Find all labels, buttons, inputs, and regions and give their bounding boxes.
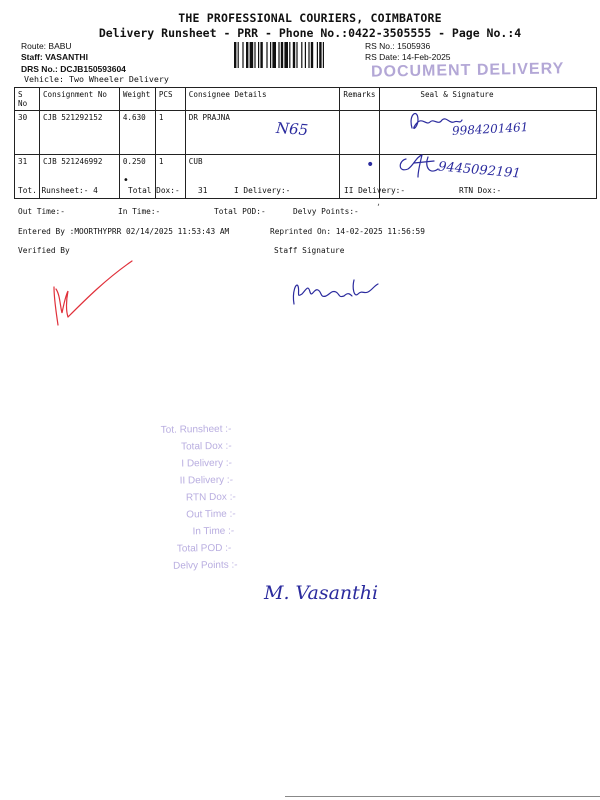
faint-stamp-line: Delvy Points :- <box>173 559 238 572</box>
rtn-dox: RTN Dox:- <box>459 186 502 195</box>
barcode-bar <box>258 42 259 68</box>
staff-label: Staff: <box>21 52 43 62</box>
handwritten-note: N65 <box>275 118 309 140</box>
cell-weight: 4.630 <box>119 111 155 155</box>
bottom-signature: M. Vasanthi <box>264 582 379 604</box>
barcode-bar <box>254 42 255 68</box>
in-time: In Time:- <box>118 207 161 216</box>
handwritten-phone-2: 9445092191 <box>437 159 522 182</box>
col-header-pcs: PCS <box>155 88 185 111</box>
barcode-bar <box>242 42 243 68</box>
company-title: THE PROFESSIONAL COURIERS, COIMBATORE <box>178 11 442 25</box>
barcode-bar <box>293 42 295 68</box>
barcode-bar <box>284 42 288 68</box>
cell-consignee: DR PRAJNA <box>185 111 340 155</box>
col-header-consignment: Consignment No <box>39 88 119 111</box>
staff-value: VASANTHI <box>45 52 88 62</box>
barcode-bar <box>308 42 309 68</box>
staff-row <box>21 52 88 62</box>
barcode-bar <box>317 42 318 68</box>
cell-pcs: 1 <box>155 155 185 199</box>
barcode-bar <box>311 42 313 68</box>
staff-signature <box>288 276 388 310</box>
barcode-bar <box>296 42 297 68</box>
cell-weight: 0.250 • <box>119 155 155 199</box>
barcode-bar <box>246 42 248 68</box>
barcode-bar <box>238 42 239 68</box>
reprinted-on: Reprinted On: 14-02-2025 11:56:59 <box>270 227 425 236</box>
runsheet-subtitle: Delivery Runsheet - PRR - Phone No.:0422-3505555 - Page No.:4 <box>98 26 522 40</box>
faint-stamp-line: II Delivery :- <box>179 474 234 487</box>
faint-stamp-line: Total Dox :- <box>180 440 232 453</box>
barcode-bar <box>260 42 262 68</box>
faint-stamp-line: In Time :- <box>192 525 235 538</box>
barcode-bar <box>270 42 271 68</box>
barcode-bar <box>323 42 324 68</box>
barcode-bar <box>281 42 283 68</box>
entered-by: Entered By :MOORTHYPRR 02/14/2025 11:53:43 AM <box>18 227 230 236</box>
table-header-row <box>15 88 597 111</box>
barcode-bar <box>250 42 254 68</box>
faint-stamp-line: I Delivery :- <box>181 457 233 470</box>
barcode-bar <box>278 42 279 68</box>
cell-pcs: 1 <box>155 111 185 155</box>
route-label: Route: BABU <box>21 41 72 51</box>
verifier-signature <box>46 255 138 335</box>
barcode <box>234 42 360 68</box>
handwritten-phone-1: 9984201461 <box>451 120 529 138</box>
vehicle-label: Vehicle: Two Wheeler Delivery <box>24 74 169 84</box>
total-pod: Total POD:- <box>214 207 266 216</box>
page-edge-line <box>285 796 600 797</box>
delvy-points: Delvy Points:- <box>293 207 359 216</box>
ii-delivery: II Delivery:- <box>344 186 406 195</box>
faint-stamp-line: Total POD :- <box>176 542 232 555</box>
barcode-bar <box>301 42 302 68</box>
rs-date: RS Date: 14-Feb-2025 <box>365 52 451 62</box>
barcode-bar <box>234 42 236 68</box>
faint-summary-stamp <box>161 423 264 578</box>
col-header-seal-signature: Seal & Signature <box>380 88 597 111</box>
col-header-weight: Weight <box>119 88 155 111</box>
cell-consignee: CUB <box>185 155 340 199</box>
faint-stamp-line: Out Time :- <box>186 508 236 521</box>
total-dox-value: 31 <box>198 186 208 195</box>
ink-dot: • <box>366 157 375 173</box>
cell-sno: 31 <box>15 155 40 199</box>
cell-remarks <box>340 111 380 155</box>
runsheet-table <box>14 87 597 199</box>
barcode-bar <box>319 42 321 68</box>
cell-consignment: CJB 521246992 <box>39 155 119 199</box>
verified-by-label: Verified By <box>18 246 70 255</box>
drs-row <box>21 64 126 74</box>
faint-stamp-line: Tot. Runsheet :- <box>160 423 232 436</box>
document-delivery-stamp: DOCUMENT DELIVERY <box>370 60 565 81</box>
barcode-bar <box>305 42 306 68</box>
rs-number: RS No.: 1505936 <box>365 41 431 51</box>
faint-stamp-line: RTN Dox :- <box>185 491 236 504</box>
col-header-sno: S No <box>15 88 40 111</box>
i-delivery: I Delivery:- <box>234 186 291 195</box>
staff-signature-label: Staff Signature <box>274 246 345 255</box>
col-header-remarks: Remarks <box>340 88 380 111</box>
col-header-consignee: Consignee Details <box>185 88 340 111</box>
total-dox-label: Total Dox:- <box>128 186 180 195</box>
barcode-bar <box>266 42 267 68</box>
cell-consignment: CJB 521292152 <box>39 111 119 155</box>
barcode-bar <box>272 42 276 68</box>
tick-mark: ʼ <box>376 203 381 212</box>
drs-label: DRS No.: <box>21 64 58 74</box>
out-time: Out Time:- <box>18 207 65 216</box>
tot-runsheet: Tot. Runsheet:- 4 <box>18 186 98 195</box>
cell-sno: 30 <box>15 111 40 155</box>
drs-value: DCJB150593604 <box>60 64 126 74</box>
barcode-bar <box>289 42 290 68</box>
